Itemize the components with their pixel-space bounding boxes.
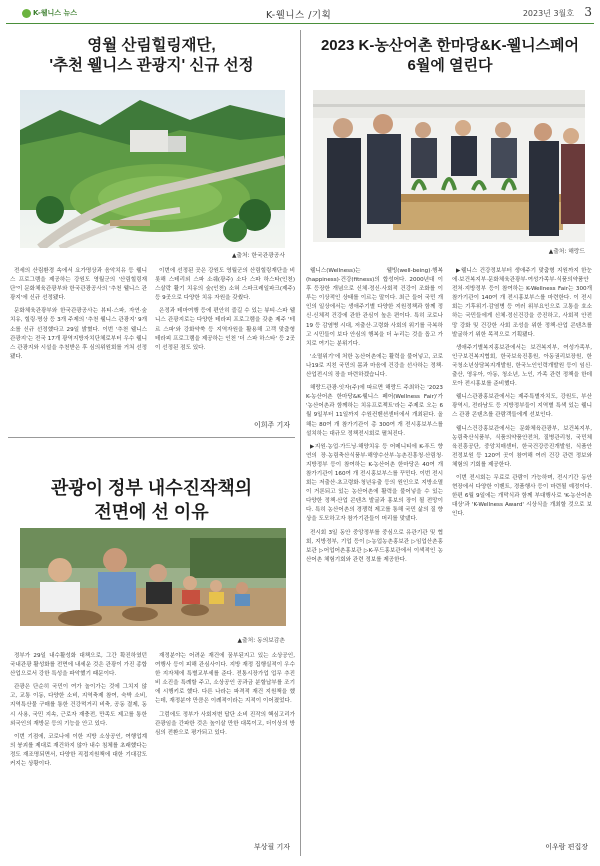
article1-photo-credit: ▲출처: 한국관광공사 xyxy=(231,253,285,259)
article1-column2 xyxy=(155,267,295,357)
paragraph: '소멸위기'에 처한 농산어촌에는 활력을 불어넣고, 코로나19로 지친 국민의 몸과 마음에 건강을 선사하는 정책·산업전시의 장을 마련하겠습니다. xyxy=(306,353,443,379)
paragraph: 해랑드관광·잇자(주)에 따르면 해랑드 주최하는 '2023 K-농산어촌 한마당&K-웰니스 페어(Wellness Fair)'가 '농산어촌과 함께하는 치유프로젝트'라는 주제로 오는 6월 9일부터 11일까지 수원컨벤션센터에서 개최된다. 올해는 80여 개 참가기관이 총 300여 개 전시홍보부스를 설치하는 대규모 정책전시회로 펼쳐진다. xyxy=(306,385,443,437)
article1-photo xyxy=(20,90,285,248)
article1-headline-line1: 영월 산림힐링재단, xyxy=(87,37,216,54)
paragraph: 은정과 테마여행 등에 편안히 즐길 수 있는 뷰티·스파 웰니스 관광지로는 다양한 테라피 프로그램을 갖춘 제주 '테르 스파'와 강화약쑥 등 지역자원을 활용해 고객 맞춤형 테라피 프로그램을 제공하는 인천 '더 스파 하스타' 등 2곳이 선정된 점도 있다. xyxy=(155,308,295,351)
paragraph: 전시회 3일 동안 중앙정부를 중심으로 유관기관 및 협회, 지방정부, 기업 등이 ▷농업농촌홍보관 ▷임업산촌홍보관 ▷어업어촌홍보관 ▷K-푸드홍보관에서 이색적인 농산어촌 체험기회와 관련 정보를 제공한다. xyxy=(306,529,443,563)
paragraph: 웰니스(Wellness)는 웰빙(well-being)·행복(happiness)·건강(fitness)의 합성어다. 2000년대 이후 등장한 개념으로 신체·정신·사회적 건강이 조화를 이루는 이상적인 상태를 이르는 말이다. 최근 들어 국민 개인의 일상에서는 생애주기별 다양한 지원정책과 함께 정신·신체적 건강에 관한 관심이 높은 편이다. 특히 코로나19 등 감염병 시대, 저출산·고령화 사회의 위기를 극복하고 시민들이 보다 안심의 행복을 더 누리는 것을 돕고 가치로 여기는 분위기다. xyxy=(306,268,443,347)
article3-photo xyxy=(20,528,286,626)
paragraph: 웰니스관광홍보관에서는 제주특별자치도, 강원도, 부산광역시, 전라남도 등 지방정부들이 지역별 특색 있는 웰니스 관광 콘텐츠를 관람객들에게 선보인다. xyxy=(452,394,592,419)
paragraph: 관광은 단순히 국민이 여가 놀이가는 것에 그치지 않고, 교통 이동, 다양한 소비, 지역축제 참여, 숙박 소비, 지역특산물 구매를 통한 건강먹거리 비축, 공동 결제, 동시 사용, 국민 지속, 근로자 재충전, 만족도 제고를 통한 외국인의 재방문 등의 기능을 안고 있다. xyxy=(10,684,147,727)
article-divider xyxy=(8,437,295,438)
article3-column1 xyxy=(10,652,147,773)
article3-headline xyxy=(8,476,295,525)
article3-byline: 부상필 기자 xyxy=(253,843,290,851)
page-number: 3 xyxy=(584,5,592,19)
article2-headline xyxy=(306,36,594,75)
article2-column1 xyxy=(306,267,443,569)
paragraph: 그럼에도 정부가 사회저변 답단 소비 진작의 핵심고리가 관광임을 간파한 것은 높이살 만한 대목이고, 더이상의 방심의 전환으로 평가되고 있다. xyxy=(155,711,295,736)
logo-mark-icon xyxy=(22,9,31,18)
paragraph: 이번 전시회는 무료로 관람이 가능하며, 전시기간 동안 현장에서 다양한 이벤트, 경품행사 등이 마련될 예정이다. 한편 6월 9일에는 개막식과 함께 부대행사로 'K-농산어촌대상'과 'K-Wellness Award' 시상식을 개최할 것으로 보인다. xyxy=(452,474,592,518)
article3-column2 xyxy=(155,652,295,742)
paragraph: 이번 기점에, 코로나에 이한 지방 소상공인, 여행업계의 붕괴를 제대로 재건하지 않아 내수 침체를 초래했다는 정도 재조명되면서, 다양한 직접지원책에 대한 기대감도 커지는 상황이다. xyxy=(10,733,147,768)
column-divider xyxy=(300,30,301,856)
article1-byline: 이희주 기자 xyxy=(253,421,290,429)
section-title: K-웰니스 /기획 xyxy=(266,10,332,21)
article1-headline xyxy=(8,36,295,76)
issue-date: 2023년 3월호 xyxy=(522,9,574,18)
paragraph: 생애주기별복지홍보관에서는 보건복지부, 여성가족부, 인구보건복지협회, 한국보육진흥원, 아동권리보장원, 한국청소년상담복지개발원, 한국노인인력개발원 등이 임신·출산, 영유아, 아동, 청소년, 노인, 가족 관련 정책을 한데 모아 전시홍보를 준비했다. xyxy=(452,344,592,388)
article2-photo-credit: ▲출처: 해랑드 xyxy=(548,249,585,255)
page-header xyxy=(6,4,594,24)
paragraph: 이번에 선정된 곳은 강원도 영월군의 산림힐링재단을 비롯해 스테리외 스파 소쉐(광주) 소다 스파 하스타(인천) 스살락 활기 치유의 숲(인천) 소혀 스파크레일파크(제주) 등 9곳으로 다양한 치유 자원을 갖췄다. xyxy=(155,268,295,302)
paragraph: 문화체육관광부와 한국관광공사는 뷰티·스파, 자연·숲 치유, 힐링·명상 등 3개 주제의 '추천 웰니스 관광지' 9개소를 신규 선정했다고 29일 밝혔다. 이번 '추천 웰니스 관광지'는 전국 17개 광역지방자치단체로부터 우수 웰니스 관광지와 시설을 추천받은 후 심의위원회를 거쳐 선정됐다. xyxy=(10,308,147,360)
article2-byline: 이우람 편집장 xyxy=(545,843,588,851)
article2-headline-line2: 6월에 열린다 xyxy=(407,56,493,74)
article2-column2 xyxy=(452,267,592,523)
logo-text: K-웰니스 뉴스 xyxy=(33,9,77,17)
paragraph: 정부가 29일 내수활성화 대책으로, 그간 확진하였던 국내관광 활성화를 전면에 내세운 것은 관광이 가진 종합산업으로서 강한 특성을 파악했기 때문이다. xyxy=(10,653,147,678)
paragraph: 웰니스건강홍보관에서는 문화체육관광부, 보건복지부, 농림축산식품부, 식품의약품안전처, 질병관리청, 국민체육진흥공단, 중앙치매센터, 한국건강증진개발원, 식품안전정보원 등 120여 곳이 참여해 여러 건강 관련 정보와 체험의 기회를 제공한다. xyxy=(452,425,592,468)
article2-photo xyxy=(313,90,585,242)
article1-headline-line2: '추천 웰니스 관광지' 신규 선정 xyxy=(49,57,254,75)
article3-headline-line2: 전면에 선 이유 xyxy=(94,502,209,523)
article2-headline-line1: 2023 K-농산어촌 한마당&K-웰니스페어 xyxy=(320,37,580,54)
paragraph: 재정분야는 어려운 재건에 꿈부된지고 있는 소상공인, 여행사 등이 피해 관심사이다. 지방 재정 집행실적이 우수한 지자체에 특별교부세를 준다. 전통시장가업 업무 추진비 소진을 특례할 주고, 소상공인 공과금 분할납부를 조기에 시행키로 했다. 다른 나라는 파격적 재건 지원책을 했는데, 재정분야 만큼은 이례적이라는 지적이 이어졌었다. xyxy=(155,653,295,705)
paragraph: ▶웰니스 건강정보부터 생애주기 맞춤형 지원까지 한눈에·보건복지부·문화체육관광부·여성가족부·식품의약품안전처·지방정부 등이 참여하는 K-Wellness Fair는 300개 참가기관이 140여 개 전시홍보부스를 마련한다. 이 전시회는 기후위기·감염병 등 여러 위부요인으로 고통을 호소하는 국민들에게 신체·정신건강을 증진하고, 사회적 안전망 강화 및 건강한 사회 조성을 위한 정책·산업 콘텐츠를 발굴하기 위한 목적으로 기획됐다. xyxy=(452,268,592,338)
article3-photo-credit: ▲출처: 동의보감촌 xyxy=(237,638,285,644)
article3-headline-line1: 관광이 정부 내수진작책의 xyxy=(50,478,253,498)
paragraph: 전세의 산림환경 속에서 요가명상과 음악치유 등 웰니스 프로그램을 제공하는 강원도 영월군의 '산림힐링재단'이 문화체육관광부와 한국관광공사의 '추천 웰니스 관광지'에 신규 선정됐다. xyxy=(10,268,147,302)
article1-column1 xyxy=(10,267,147,366)
paragraph: ▶지원·농업·가드닝·해양치유 등 어메니티에 K-푸드 향연의 장·농림축산식품부·해양수산부·농촌진흥청·산림청·지방정부 등이 참여하는 K-농산어촌 한마당은 40여 개 참가기관이 160여 개 전시홍보부스를 꾸민다. 이번 전시회는 저출산·초고령화·청년유출 등의 원인으로 지방소멸이 거론되고 있는 농산어촌에 활력을 불어넣을 수 있는 다양한 정책·산업 콘텐츠 발굴과 홍보의 장이 될 전망이다. 특히 농산어촌의 경쟁력 제고를 통해 국민 삶의 질 향상을 도모하고자 참가기관들이 머리를 맞댔다. xyxy=(306,443,443,523)
publication-logo xyxy=(22,8,77,18)
